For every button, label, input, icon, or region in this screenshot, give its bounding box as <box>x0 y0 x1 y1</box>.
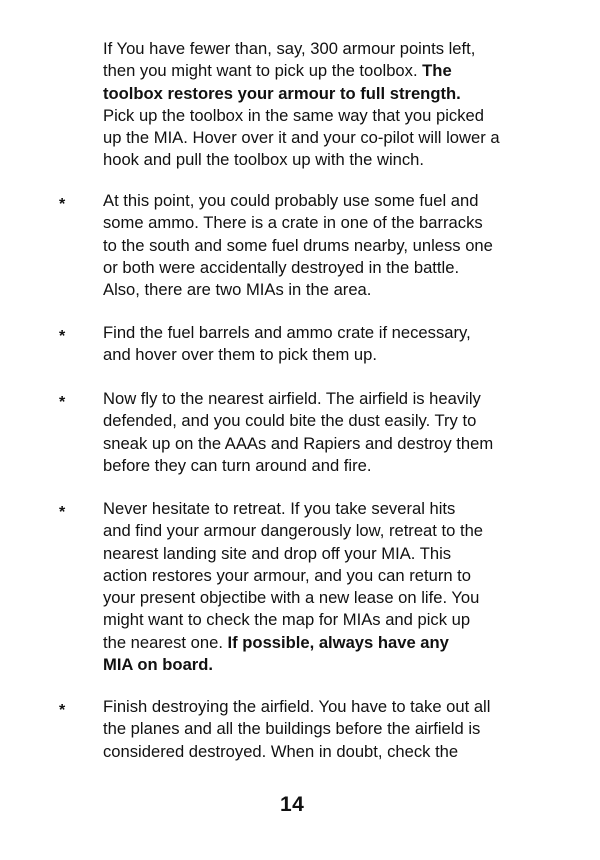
text-line: before they can turn around and fire. <box>103 455 372 475</box>
text-line: sneak up on the AAAs and Rapiers and destroy them <box>103 433 494 453</box>
text-line: some ammo. There is a crate in one of the barracks <box>103 213 483 233</box>
paragraph-finish <box>103 696 548 763</box>
text-line: hook and pull the toolbox up with the winch. <box>103 150 425 170</box>
text-line: to the south and some fuel drums nearby, unless one <box>103 235 493 255</box>
text-line: If You have fewer than, say, 300 armour points left, <box>103 39 476 58</box>
text-line: At this point, you could probably use some fuel and <box>103 191 479 210</box>
text-line: and find your armour dangerously low, retreat to the <box>103 521 484 541</box>
bullet-marker: * <box>59 504 66 521</box>
text-line: Finish destroying the airfield. You have to take out all <box>103 697 491 716</box>
text-line: Never hesitate to retreat. If you take several hits <box>103 499 456 518</box>
bullet-marker: * <box>59 394 66 411</box>
bold-text: MIA on board. <box>103 655 213 675</box>
text-line: Also, there are two MIAs in the area. <box>103 280 372 300</box>
text-line: up the MIA. Hover over it and your co-pilot will lower a <box>103 128 500 148</box>
text-line: Pick up the toolbox in the same way that you picked <box>103 105 484 125</box>
text-line: Find the fuel barrels and ammo crate if necessary, <box>103 323 471 342</box>
bullet-marker: * <box>59 702 66 719</box>
page-number: 14 <box>280 793 305 816</box>
paragraph-airfield <box>103 388 548 477</box>
paragraph-toolbox <box>103 38 548 172</box>
bold-text: If possible, always have any <box>227 632 449 652</box>
text-line: then you might want to pick up the toolbox. The <box>103 61 452 81</box>
bold-text: toolbox restores your armour to full strength. <box>103 83 461 103</box>
text-line: might want to check the map for MIAs and pick up <box>103 610 471 630</box>
text-line: defended, and you could bite the dust easily. Try to <box>103 411 477 431</box>
text-line: nearest landing site and drop off your MIA. This <box>103 543 452 563</box>
text-line <box>103 83 548 105</box>
text-line: Now fly to the nearest airfield. The airfield is heavily <box>103 389 481 408</box>
text-line: the planes and all the buildings before the airfield is <box>103 719 481 739</box>
text-line: considered destroyed. When in doubt, check the <box>103 741 459 761</box>
bullet-marker: * <box>59 328 66 345</box>
text-line: the nearest one. If possible, always have any <box>103 632 449 652</box>
paragraph-barrels <box>103 322 548 367</box>
text-line <box>103 654 548 676</box>
bold-text: The <box>422 61 452 81</box>
paragraph-fuel-ammo <box>103 190 548 301</box>
text-line: action restores your armour, and you can return to <box>103 565 472 585</box>
bullet-marker: * <box>59 196 66 213</box>
paragraph-retreat <box>103 498 548 676</box>
text-line: or both were accidentally destroyed in the battle. <box>103 257 460 277</box>
text-line: your present objectibe with a new lease on life. You <box>103 588 480 608</box>
text-line: and hover over them to pick them up. <box>103 345 377 365</box>
